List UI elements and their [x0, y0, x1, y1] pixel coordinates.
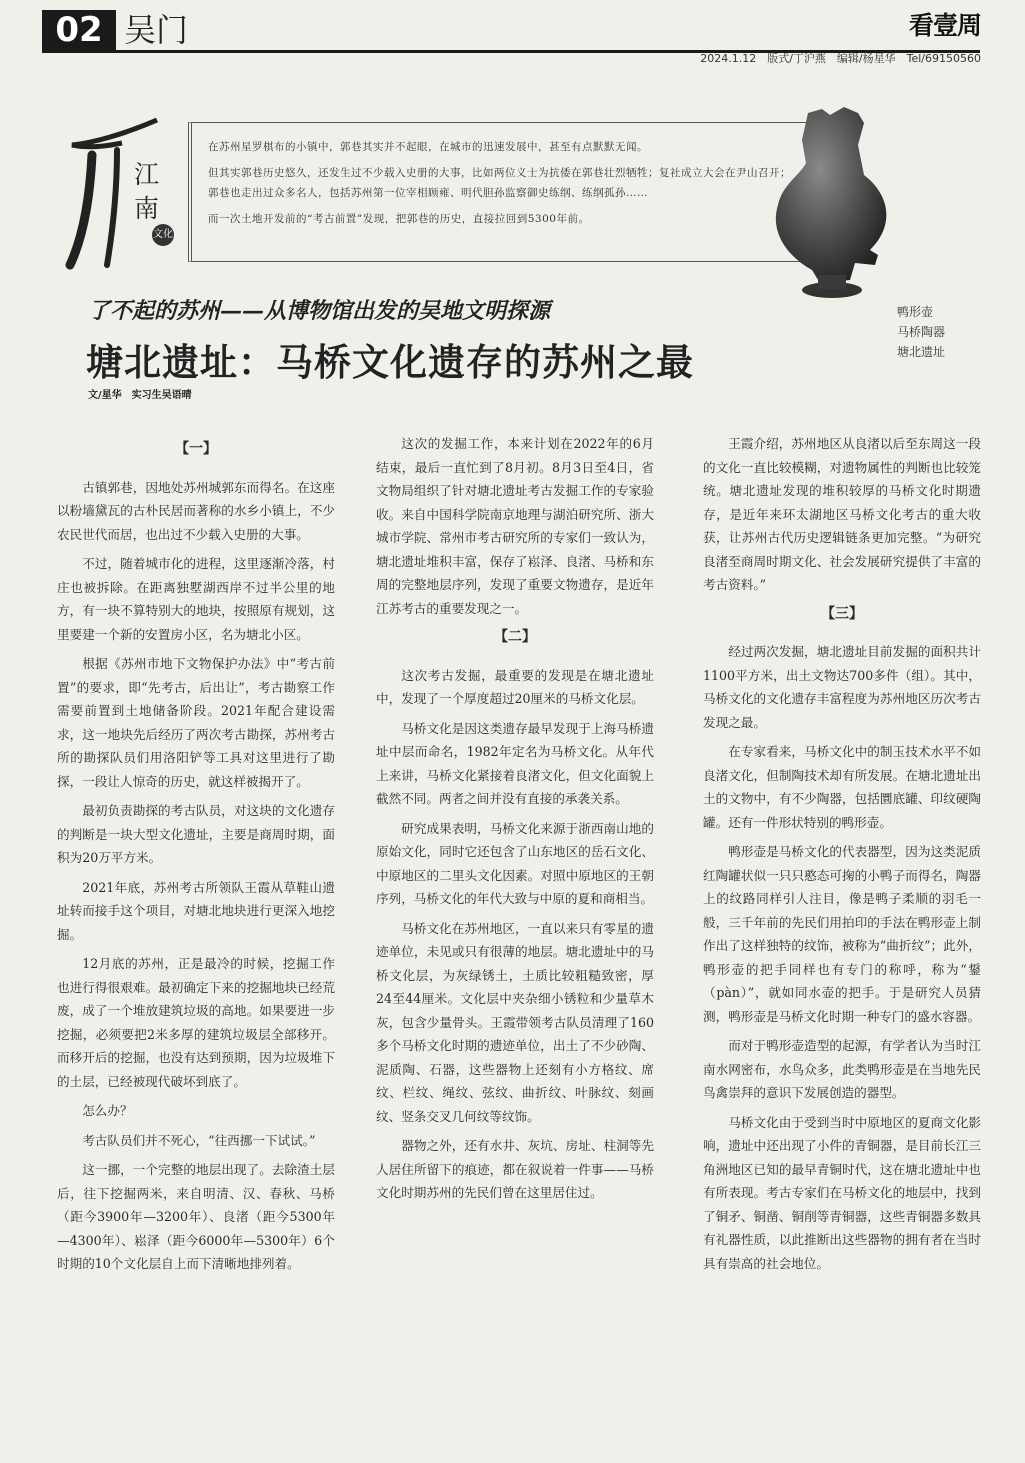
- paragraph: 而对于鸭形壶造型的起源，有学者认为当时江南水网密布，水鸟众多，此类鸭形壶是在当地先民鸟禽崇拜的意识下发展创造的器型。: [703, 1038, 981, 1100]
- intro-box: [188, 122, 808, 262]
- brand-text: 江南: [134, 160, 160, 223]
- paragraph: 根据《苏州市地下文物保护办法》中“考古前置”的要求，即“先考古，后出让”，考古勘察工作需要前置到土地储备阶段。2021年配合建设需求，这一地块先后经历了两次考古勘探，苏州考古所的勘探队员们用洛阳铲等工具对这里进行了勘探，一段让人惊奇的历史，就这样被揭开了。: [57, 656, 335, 789]
- caption-line: 鸭形壶: [897, 305, 934, 319]
- intro-paragraph: 在苏州星罗棋布的小镇中，郭巷其实并不起眼，在城市的迅速发展中，甚至有点默默无闻。: [208, 141, 648, 153]
- page-number: 02: [42, 10, 116, 50]
- paragraph: 考古队员们并不死心，“往西挪一下试试。”: [82, 1132, 316, 1148]
- masthead: 看壹周: [908, 11, 981, 40]
- paragraph: 王霞介绍，苏州地区从良渚以后至东周这一段的文化一直比较模糊，对遗物属性的判断也比较笼统。塘北遗址发现的堆积较厚的马桥文化时期遗存，是近年来环太湖地区马桥文化考古的重大收获，让苏州古代历史逻辑链条更加完整。“为研究良渚至商周时期文化、社会发展研究提供了丰富的考古资料。”: [703, 436, 981, 592]
- publication-info: 2024.1.12 版式/丁沪燕 编辑/杨星华 Tel/69150560: [700, 52, 981, 65]
- paragraph: 在专家看来，马桥文化中的制玉技术水平不如良渚文化，但制陶技术却有所发展。在塘北遗址出土的文物中，有不少陶器，包括圜底罐、印纹硬陶罐。还有一件形状特别的鸭形壶。: [703, 744, 981, 830]
- paragraph: 研究成果表明，马桥文化来源于浙西南山地的原始文化，同时它还包含了山东地区的岳石文化、中原地区的二里头文化因素。对照中原地区的王朝序列，马桥文化的年代大致与中原的夏和商相当。: [376, 820, 654, 906]
- article-headline: 塘北遗址：马桥文化遗存的苏州之最: [86, 341, 694, 384]
- duck-pot-photo: [760, 105, 900, 305]
- paragraph: 2021年底，苏州考古所领队王霞从草鞋山遗址转而接手这个项目，对塘北地块进行更深入地挖掘。: [57, 879, 335, 942]
- paragraph: 不过，随着城市化的进程，这里逐渐冷落，村庄也被拆除。在距离独墅湖西岸不过半公里的地方，有一块不算特别大的地块，按照原有规划，这里要建一个新的安置房小区，名为塘北小区。: [57, 556, 335, 642]
- article-column-3: [703, 432, 981, 1281]
- section-name: 吴门: [124, 11, 189, 49]
- photo-caption: [897, 302, 945, 362]
- paragraph: 经过两次发掘，塘北遗址目前发掘的面积共计1100平方米，出土文物达700多件（组）。其中，马桥文化的文化遗存丰富程度为苏州地区历次考古发现之最。: [703, 644, 981, 730]
- paragraph: 鸭形壶是马桥文化的代表器型，因为这类泥质红陶罐状似一只只憨态可掬的小鸭子而得名，陶器上的纹路同样引人注目，像是鸭子柔顺的羽毛一般，三千年前的先民们用拍印的手法在鸭形壶上制作出了这样独特的纹饰，被称为“曲折纹”；此外，鸭形壶的把手同样也有专门的称呼，称为“鋬（pàn）”，就如同水壶的把手。于是研究人员猜测，鸭形壶是马桥文化时期一种专门的盛水容器。: [703, 844, 981, 1024]
- intro-paragraph: 而一次土地开发前的“考古前置”发现，把郭巷的历史，直接拉回到5300年前。: [208, 213, 590, 225]
- paragraph: 马桥文化是因这类遗存最早发现于上海马桥遗址中层而命名，1982年定名为马桥文化。从年代上来讲，马桥文化紧接着良渚文化，但文化面貌上截然不同。两者之间并没有直接的承袭关系。: [376, 720, 654, 806]
- section-heading: 【一】: [175, 441, 217, 457]
- paragraph: 马桥文化在苏州地区，一直以来只有零星的遗迹单位，未见或只有很薄的地层。塘北遗址中的马桥文化层，为灰绿锈土，土质比较粗糙致密，厚24至44厘米。文化层中夹杂细小锈粒和少量草木灰，包含少量骨头。王霞带领考古队员清理了160多个马桥文化时期的遗迹单位，出土了不少砂陶、泥质陶、石器，这些器物上还刻有小方格纹、席纹、栏纹、绳纹、弦纹、曲折纹、叶脉纹、刻画纹、竖条交叉几何纹等纹饰。: [376, 920, 654, 1124]
- paragraph: 怎么办？: [82, 1103, 133, 1118]
- paragraph: 这一挪，一个完整的地层出现了。去除渣土层后，往下挖掘两米，来自明清、汉、春秋、马桥（距今3900年—3200年）、良渚（距今5300年—4300年）、崧泽（距今6000年—5300年）6个时期的10个文化层自上而下清晰地排列着。: [57, 1162, 335, 1271]
- paragraph: 这次考古发掘，最重要的发现是在塘北遗址中，发现了一个厚度超过20厘米的马桥文化层。: [376, 667, 654, 706]
- intro-paragraph: 但其实郭巷历史悠久，还发生过不少载入史册的大事，比如两位义士为抗倭在郭巷壮烈牺牲；复社成立大会在尹山召开；郭巷也走出过众多名人，包括苏州第一位宰相顾雍、明代胆孙监察御史练纲、练纲孤孙……: [208, 167, 791, 199]
- paragraph: 古镇郭巷，因地处苏州城郭东而得名。在这座以粉墙黛瓦的古朴民居而著称的水乡小镇上，不少农民世代而居，也出过不少载入史册的大事。: [57, 479, 335, 542]
- brand-badge: 文化: [152, 224, 174, 246]
- article-byline: 文/星华 实习生吴语晴: [88, 390, 192, 401]
- section-heading: 【三】: [821, 605, 863, 622]
- article-column-1: [57, 432, 335, 1282]
- paragraph: 最初负责勘探的考古队员，对这块的文化遗存的判断是一块大型文化遗址，主要是商周时期，面积为20万平方米。: [57, 803, 335, 865]
- paragraph: 这次的发掘工作，本来计划在2022年的6月结束，最后一直忙到了8月初。8月3日至4日，省文物局组织了针对塘北遗址考古发掘工作的专家验收。来自中国科学院南京地理与湖泊研究所、浙大城市学院、常州市考古研究所的专家们一致认为，塘北遗址堆积丰富，保存了崧泽、良渚、马桥和东周的完整地层序列，发现了重要文物遗存，是近年江苏考古的重要发现之一。: [376, 436, 654, 616]
- article-column-2: [376, 432, 654, 1211]
- paragraph: 器物之外，还有水井、灰坑、房址、柱洞等先人居住所留下的痕迹，都在叙说着一件事——马桥文化时期苏州的先民们曾在这里居住过。: [376, 1138, 654, 1200]
- article-supertitle: 了不起的苏州——从博物馆出发的吴地文明探源: [88, 298, 551, 324]
- paragraph: 马桥文化由于受到当时中原地区的夏商文化影响，遗址中还出现了小件的青铜器，是目前长江三角洲地区已知的最早青铜时代，这在塘北遗址中也有所表现。考古专家们在马桥文化的地层中，找到了铜矛、铜凿、铜削等青铜器，这些青铜器多数具有礼器性质，以此推断出这些器物的拥有者在当时具有崇高的社会地位。: [703, 1114, 981, 1271]
- caption-line: 马桥陶器: [897, 325, 946, 339]
- paragraph: 12月底的苏州，正是最冷的时候，挖掘工作也进行得很艰难。最初确定下来的挖掘地块已经荒废，成了一个堆放建筑垃圾的高地。如果要进一步挖掘，必须要把2米多厚的建筑垃圾层全部移开。而移开后的挖掘，也没有达到预期，因为垃圾堆下的土层，已经被现代破坏到底了。: [57, 956, 335, 1089]
- section-heading: 【二】: [494, 629, 536, 645]
- caption-line: 塘北遗址: [897, 345, 946, 359]
